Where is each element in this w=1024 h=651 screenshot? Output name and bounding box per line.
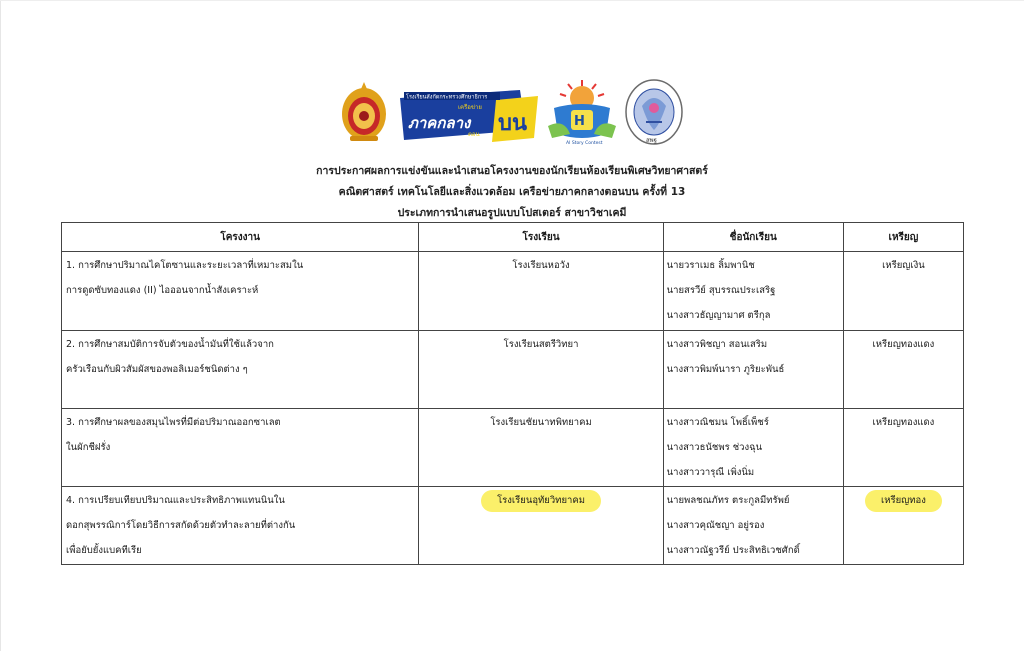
- medal-cell: [843, 409, 963, 487]
- logo-row: [0, 76, 1024, 152]
- medal-label: เหรียญทองแดง: [872, 417, 935, 428]
- project-line: ดอกสุพรรณิการ์โดยวิธีการสกัดด้วยตัวทำละลายที่ต่างกัน: [66, 520, 296, 531]
- logo2-sub-text: ตอน: [468, 131, 480, 138]
- medal-cell: [843, 487, 963, 565]
- medal-cell: [843, 331, 963, 409]
- project-line: 1. การศึกษาปริมาณไคโตซานและระยะเวลาที่เหมาะสมใน: [66, 260, 304, 271]
- student-name: นายพลชณภัทร ตระกูลมีทรัพย์: [666, 495, 790, 506]
- school-cell: [419, 252, 663, 331]
- highlighted-medal-label: เหรียญทอง: [865, 490, 942, 512]
- student-name: นายสรวีย์ สุบรรณประเสริฐ: [666, 285, 776, 296]
- student-name: นายวราเมธ ลิ้มพานิช: [666, 260, 755, 271]
- student-name: นางสาวธัญญามาศ ตรีกุล: [666, 310, 771, 321]
- medal-cell: [843, 252, 963, 331]
- logo2-small-text: เครือข่าย: [458, 104, 482, 111]
- table-row: [62, 487, 964, 565]
- school-cell: [419, 487, 663, 565]
- school-cell: [419, 331, 663, 409]
- school-name: โรงเรียนชัยนาทพิทยาคม: [490, 417, 592, 428]
- table-header-row: [62, 223, 964, 252]
- project-line: 2. การศึกษาสมบัติการจับตัวของน้ำมันที่ใช้แล้วจาก: [66, 339, 274, 350]
- project-line: การดูดซับทองแดง (II) ไอออนจากน้ำสังเคราะห์: [66, 285, 259, 296]
- logo2-top-text: โรงเรียนสังกัดกระทรวงศึกษาธิการ: [406, 94, 488, 101]
- medal-label: เหรียญทองแดง: [872, 339, 935, 350]
- project-line: 3. การศึกษาผลของสมุนไพรที่มีต่อปริมาณออกซาเลต: [66, 417, 281, 428]
- announcement-subtitle: คณิตศาสตร์ เทคโนโลยีและสิ่งแวดล้อม เครือข่ายภาคกลางตอนบน ครั้งที่ 13: [338, 186, 686, 198]
- project-line: 4. การเปรียบเทียบปริมาณและประสิทธิภาพแทนนินใน: [66, 495, 285, 506]
- school-name: โรงเรียนหอวัง: [512, 260, 570, 271]
- header-medal: เหรียญ: [843, 223, 963, 252]
- header-students: ชื่อนักเรียน: [663, 223, 843, 252]
- project-line: ในผักชีฝรั่ง: [66, 442, 111, 453]
- table-row: [62, 252, 964, 331]
- ministry-crest-logo: [338, 78, 390, 144]
- school-cell: [419, 409, 663, 487]
- project-line: ครัวเรือนกับผิวสัมผัสของพอลิเมอร์ชนิดต่าง ๆ: [66, 364, 248, 375]
- central-upper-network-logo: [400, 90, 538, 144]
- round-seal-logo: [624, 76, 684, 148]
- student-name: นางสาวพิมพ์นารา ภูริยะพันธ์: [666, 364, 785, 375]
- table-row: [62, 331, 964, 409]
- student-name: นางสาวธนัชพร ช่วงฉุน: [666, 442, 763, 453]
- student-name: นางสาววารุณี เพิ่งนิ่ม: [666, 467, 755, 478]
- page-edge-top: [0, 0, 1024, 1]
- medal-label: เหรียญเงิน: [882, 260, 925, 271]
- category-title: ประเภทการนำเสนอรูปแบบโปสเตอร์ สาขาวิชาเคมี: [397, 207, 627, 219]
- header-school: โรงเรียน: [419, 223, 663, 252]
- students-cell: [663, 252, 843, 331]
- logo2-main-text: ภาคกลาง: [408, 114, 471, 132]
- project-line: เพื่อยับยั้งแบคทีเรีย: [66, 545, 142, 556]
- project-cell: [62, 409, 419, 487]
- logo4-caption: สพฐ: [646, 137, 657, 144]
- project-cell: [62, 487, 419, 565]
- students-cell: [663, 409, 843, 487]
- student-name: นางสาวณัฐวรีย์ ประสิทธิเวชศักดิ์: [666, 545, 800, 556]
- table-row: [62, 409, 964, 487]
- project-cell: [62, 331, 419, 409]
- logo2-big-text: บน: [498, 111, 528, 136]
- students-cell: [663, 487, 843, 565]
- student-name: นางสาวคุณัชญา อยู่รอง: [666, 520, 765, 531]
- header-project: โครงงาน: [62, 223, 419, 252]
- highlighted-school-name: โรงเรียนอุทัยวิทยาคม: [481, 490, 601, 512]
- student-name: นางสาวณิชมน โพธิ์เพ็ชร์: [666, 417, 769, 428]
- announcement-title: การประกาศผลการแข่งขันและนำเสนอโครงงานของนักเรียนห้องเรียนพิเศษวิทยาศาสตร์: [316, 165, 708, 177]
- school-sun-emblem-logo: [544, 78, 620, 146]
- results-table: [61, 222, 964, 565]
- project-cell: [62, 252, 419, 331]
- student-name: นางสาวพิชญา สอนเสริม: [666, 339, 768, 350]
- logo3-caption: AI Story Contest: [566, 141, 603, 146]
- svg-text:H: H: [574, 114, 585, 129]
- students-cell: [663, 331, 843, 409]
- school-name: โรงเรียนสตรีวิทยา: [503, 339, 579, 350]
